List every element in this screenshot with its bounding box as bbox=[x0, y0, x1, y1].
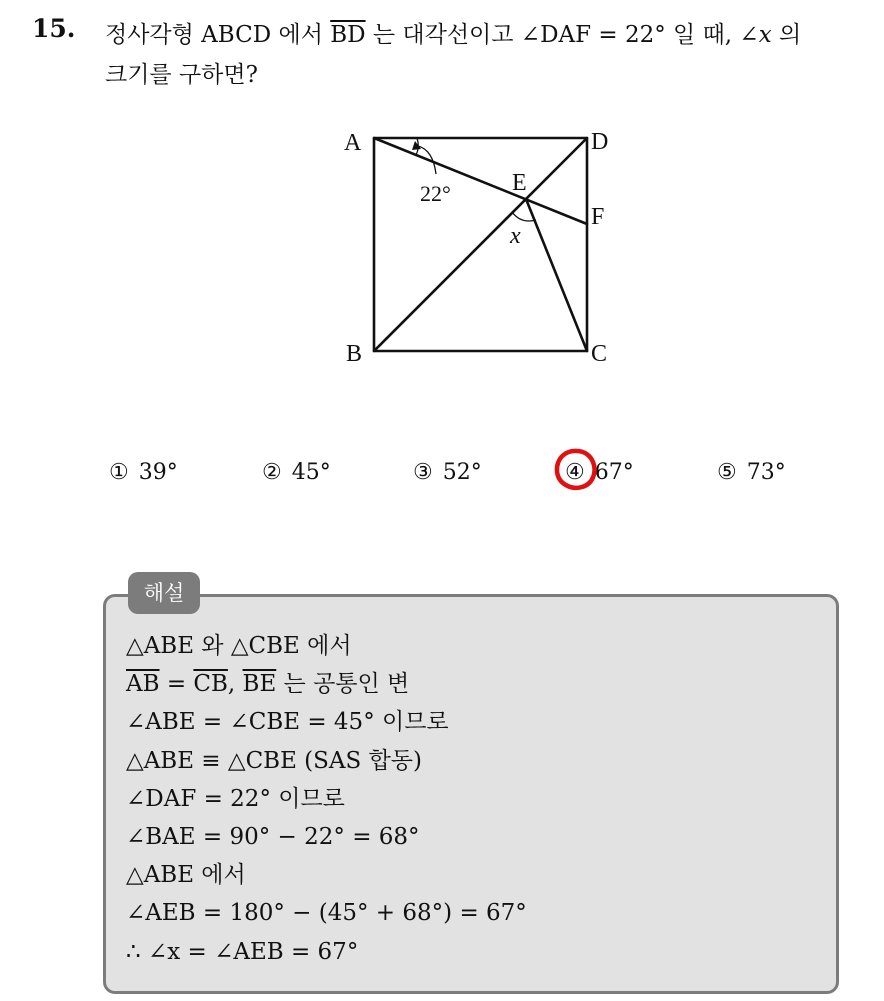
selected-answer-circle bbox=[553, 446, 599, 492]
label-f: F bbox=[591, 204, 605, 230]
label-a: A bbox=[344, 130, 362, 156]
solution-line-3: ∠ABE = ∠CBE = 45° 이므로 bbox=[126, 709, 449, 736]
solution-line-2: $\overline{AB} = \overline{CB}$, $\overline{BE}$ 는 공통인 변 bbox=[126, 671, 410, 698]
choice-4-mark: ④ bbox=[565, 460, 585, 485]
label-e: E bbox=[512, 170, 527, 196]
choice-2-value: 45° bbox=[291, 460, 331, 485]
choice-2[interactable] bbox=[262, 460, 331, 485]
choice-3[interactable] bbox=[413, 460, 482, 485]
solution-line-6: ∠BAE = 90° − 22° = 68° bbox=[126, 823, 420, 850]
segment-ec bbox=[526, 199, 587, 351]
choice-1-value: 39° bbox=[138, 460, 178, 485]
choice-2-mark: ② bbox=[262, 460, 282, 485]
choice-1[interactable] bbox=[109, 460, 178, 485]
choice-3-mark: ③ bbox=[413, 460, 433, 485]
solution-lines bbox=[126, 627, 527, 971]
question-number: 15. bbox=[32, 14, 76, 43]
label-d: D bbox=[591, 129, 609, 155]
solution-line-9: ∴ ∠x = ∠AEB = 67° bbox=[126, 938, 359, 965]
variable-x: x bbox=[758, 22, 772, 48]
label-b: B bbox=[346, 341, 363, 367]
choice-3-value: 52° bbox=[442, 460, 482, 485]
question-text-line1: 정사각형 ABCD 에서 $\overline{BD}$ 는 대각선이고 ∠DAF = 22° 일 때, ∠x 의 bbox=[105, 22, 802, 48]
angle-label-22: 22° bbox=[420, 181, 451, 206]
choice-5-value: 73° bbox=[746, 460, 786, 485]
angle-label-x: x bbox=[510, 223, 521, 249]
solution-line-8: ∠AEB = 180° − (45° + 68°) = 67° bbox=[126, 900, 527, 927]
solution-line-4: △ABE ≡ △CBE (SAS 합동) bbox=[126, 747, 422, 774]
question-text-line2: 크기를 구하면? bbox=[105, 62, 258, 88]
choice-4-value: 67° bbox=[594, 460, 634, 485]
label-c: C bbox=[591, 341, 608, 367]
solution-line-1: △ABE 와 △CBE 에서 bbox=[126, 633, 352, 659]
solution-line-5: ∠DAF = 22° 이므로 bbox=[126, 785, 345, 812]
diagonal-bd bbox=[374, 138, 587, 351]
red-circle-stroke bbox=[557, 451, 595, 488]
arrow-head bbox=[412, 141, 421, 150]
solution-tab: 해설 bbox=[128, 572, 200, 614]
segment-bd: $\overline{BD}$ bbox=[330, 22, 366, 48]
square-figure bbox=[0, 0, 884, 440]
choice-1-mark: ① bbox=[109, 460, 129, 485]
solution-line-7: △ABE 에서 bbox=[126, 862, 246, 889]
segment-af bbox=[374, 138, 587, 224]
choice-5[interactable] bbox=[717, 460, 786, 485]
choice-5-mark: ⑤ bbox=[717, 460, 737, 485]
